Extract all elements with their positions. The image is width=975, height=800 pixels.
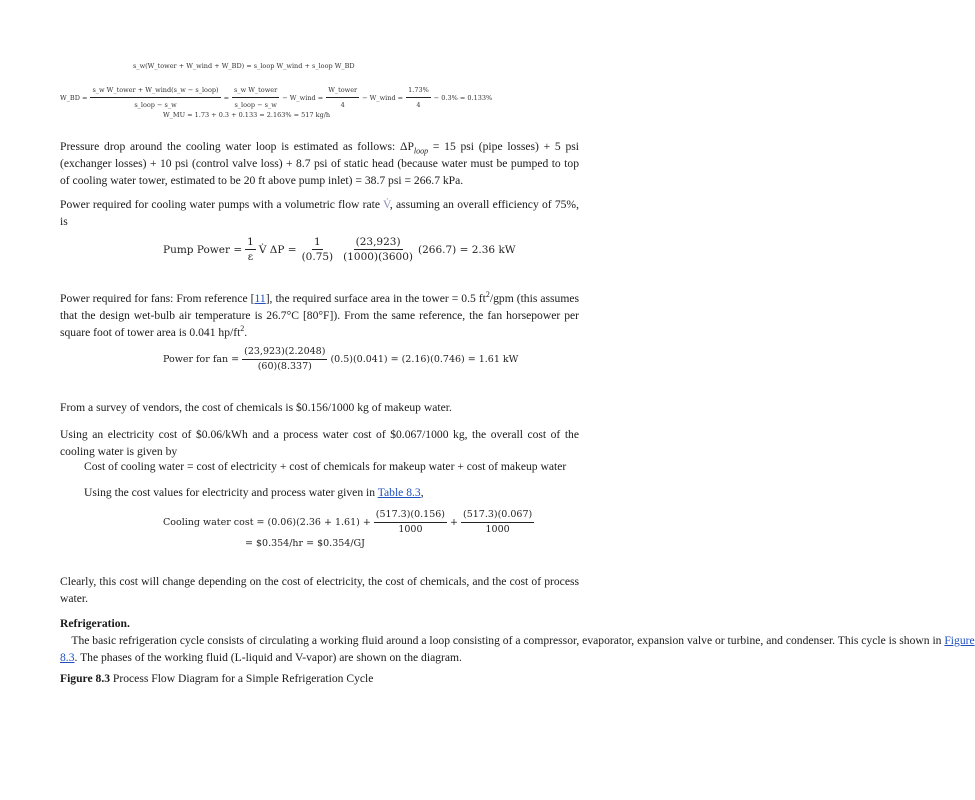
numerator: (517.3)(0.156) [374, 509, 447, 523]
numerator: 1.73% [406, 84, 431, 98]
denominator: s_loop − s_w [134, 101, 177, 109]
equation-text: (0.5)(0.041) = (2.16)(0.746) = 1.61 kW [330, 354, 519, 365]
paragraph-pressure-drop [60, 138, 579, 189]
equation-wbd: W_BD = $\frac{\text{s\_w W\_tower + W\_wind(s\_w − s\_loop)}}{\text{s\_loop − s\_w}}$ = $\frac{\text{s\_w W\_tower}}{\text{s\_loop − s\_w}}$ − W_wind = $\frac{\text{W\_tower}}{4}$ − W_wind = $\frac{1.73\%}{4}$ − 0.3% = 0.133% [60, 86, 493, 109]
indented-cost-definition [84, 458, 579, 475]
figure-caption [60, 670, 579, 687]
equation-text: − W_wind = [282, 93, 324, 102]
fraction [461, 509, 534, 536]
fraction [326, 84, 359, 111]
denominator: (0.75) [301, 251, 334, 263]
text: , assuming an overall efficiency of 75%, is [60, 198, 579, 228]
denominator: ε [247, 251, 254, 263]
equation-wmu [163, 111, 330, 119]
text: The basic refrigeration cycle consists of circulating a working fluid around a loop consisting of a compressor, evaporator, expansion valve or turbine, and condenser. This cycle is shown in [60, 634, 945, 647]
text: Power required for cooling water pumps with a volumetric flow rate [60, 198, 384, 211]
equation-fan-power [163, 346, 518, 373]
text: . [244, 326, 248, 339]
section-heading: Refrigeration. [60, 617, 130, 630]
fraction [245, 236, 256, 263]
text: Power required for fans: From reference [ [60, 292, 255, 305]
fraction [90, 84, 220, 111]
text: Process Flow Diagram for a Simple Refrigeration Cycle [110, 672, 374, 685]
equation-text: s_w(W_tower + W_wind + W_BD) = s_loop W_wind + s_loop W_BD [133, 62, 355, 70]
equation-text: W_MU = 1.73 + 0.3 + 0.133 = 2.163% = 517 kg/h [163, 111, 331, 119]
denominator: (1000)(3600) [343, 251, 413, 263]
equation-text: = $0.354/hr = $0.354/GJ [245, 538, 365, 549]
equation-mass-balance [133, 62, 355, 70]
subscript: loop [413, 146, 429, 156]
equation-cooling-water-cost [163, 509, 537, 536]
paragraph-chemicals [60, 399, 579, 416]
text: Cost of cooling water = cost of electricity + cost of chemicals for makeup water + cost of makeup water [84, 460, 567, 473]
numerator: 1 [247, 236, 254, 248]
text: , [420, 486, 424, 499]
text: Clearly, this cost will change depending on the cost of electricity, the cost of chemicals, and the cost of process water. [60, 575, 579, 605]
fraction [300, 236, 336, 263]
numerator: s_w W_tower [232, 84, 279, 98]
fraction [242, 346, 327, 373]
figure-label: Figure 8.3 [60, 672, 111, 685]
text: /gpm (this assumes that the design wet-bulb air temperature is 26.7°C [80°F]). From the same reference, the fan horsepower per square foot of tower area is 0.041 hp/ft [60, 292, 579, 339]
equation-label: W_BD = [60, 93, 88, 102]
denominator: 4 [340, 101, 345, 109]
numerator: W_tower [326, 84, 359, 98]
denominator: 4 [416, 101, 421, 109]
fraction [406, 84, 431, 111]
indented-cost-values [84, 484, 579, 501]
equation-cooling-water-result [245, 538, 365, 549]
figure-link[interactable]: Figure 8.3 [60, 634, 975, 664]
equation-label: Pump Power = [163, 243, 243, 256]
paragraph-conclusion [60, 573, 579, 607]
denominator: (60)(8.337) [257, 361, 312, 372]
denominator: s_loop − s_w [234, 101, 277, 109]
numerator: (23,923)(2.2048) [242, 346, 327, 360]
paragraph-electricity-cost [60, 426, 579, 460]
superscript: 2 [240, 324, 245, 334]
fraction [341, 236, 415, 263]
numerator: 1 [314, 236, 321, 248]
reference-link[interactable]: 11 [254, 292, 266, 305]
numerator: (517.3)(0.067) [461, 509, 534, 523]
paragraph-pump-power [60, 196, 579, 230]
text: From a survey of vendors, the cost of chemicals is $0.156/1000 kg of makeup water. [60, 401, 452, 414]
equation-text: V̇ ΔP = [258, 243, 297, 256]
equation-text: + [450, 517, 458, 528]
text: Pressure drop around the cooling water loop is estimated as follows: ΔP [60, 140, 414, 153]
equation-pump-power [163, 236, 516, 263]
text: Using the cost values for electricity and process water given in [84, 486, 378, 499]
fraction [374, 509, 447, 536]
paragraph-refrigeration [60, 615, 975, 666]
numerator: (23,923) [355, 236, 401, 248]
text: ], the required surface area in the tower = 0.5 ft [265, 292, 486, 305]
superscript: 2 [485, 290, 490, 300]
fraction [232, 84, 279, 111]
denominator: 1000 [398, 524, 423, 535]
equation-label: Cooling water cost = (0.06)(2.36 + 1.61) + [163, 517, 371, 528]
equation-text: − 0.3% = 0.133% [433, 93, 493, 102]
text: . The phases of the working fluid (L-liquid and V-vapor) are shown on the diagram. [74, 651, 462, 664]
text: Using an electricity cost of $0.06/kWh and a process water cost of $0.067/1000 kg, the overall cost of the cooling water is given by [60, 428, 579, 458]
paragraph-fan-power [60, 290, 579, 341]
table-link[interactable]: Table 8.3 [377, 486, 421, 499]
flow-rate-symbol: V̇ [383, 198, 390, 211]
equation-label: Power for fan = [163, 354, 240, 365]
equation-text: − W_wind = [362, 93, 404, 102]
numerator: s_w W_tower + W_wind(s_w − s_loop) [90, 84, 220, 98]
equation-text: (266.7) = 2.36 kW [418, 243, 516, 256]
denominator: 1000 [485, 524, 510, 535]
text: = 15 psi (pipe losses) + 5 psi (exchanger losses) + 10 psi (control valve loss) + 8.7 psi of static head (because water must be pumped to top of cooling water tower, estimated to be 20 ft above pump inlet) = 38.7 psi = 266.7 kPa. [60, 140, 579, 187]
